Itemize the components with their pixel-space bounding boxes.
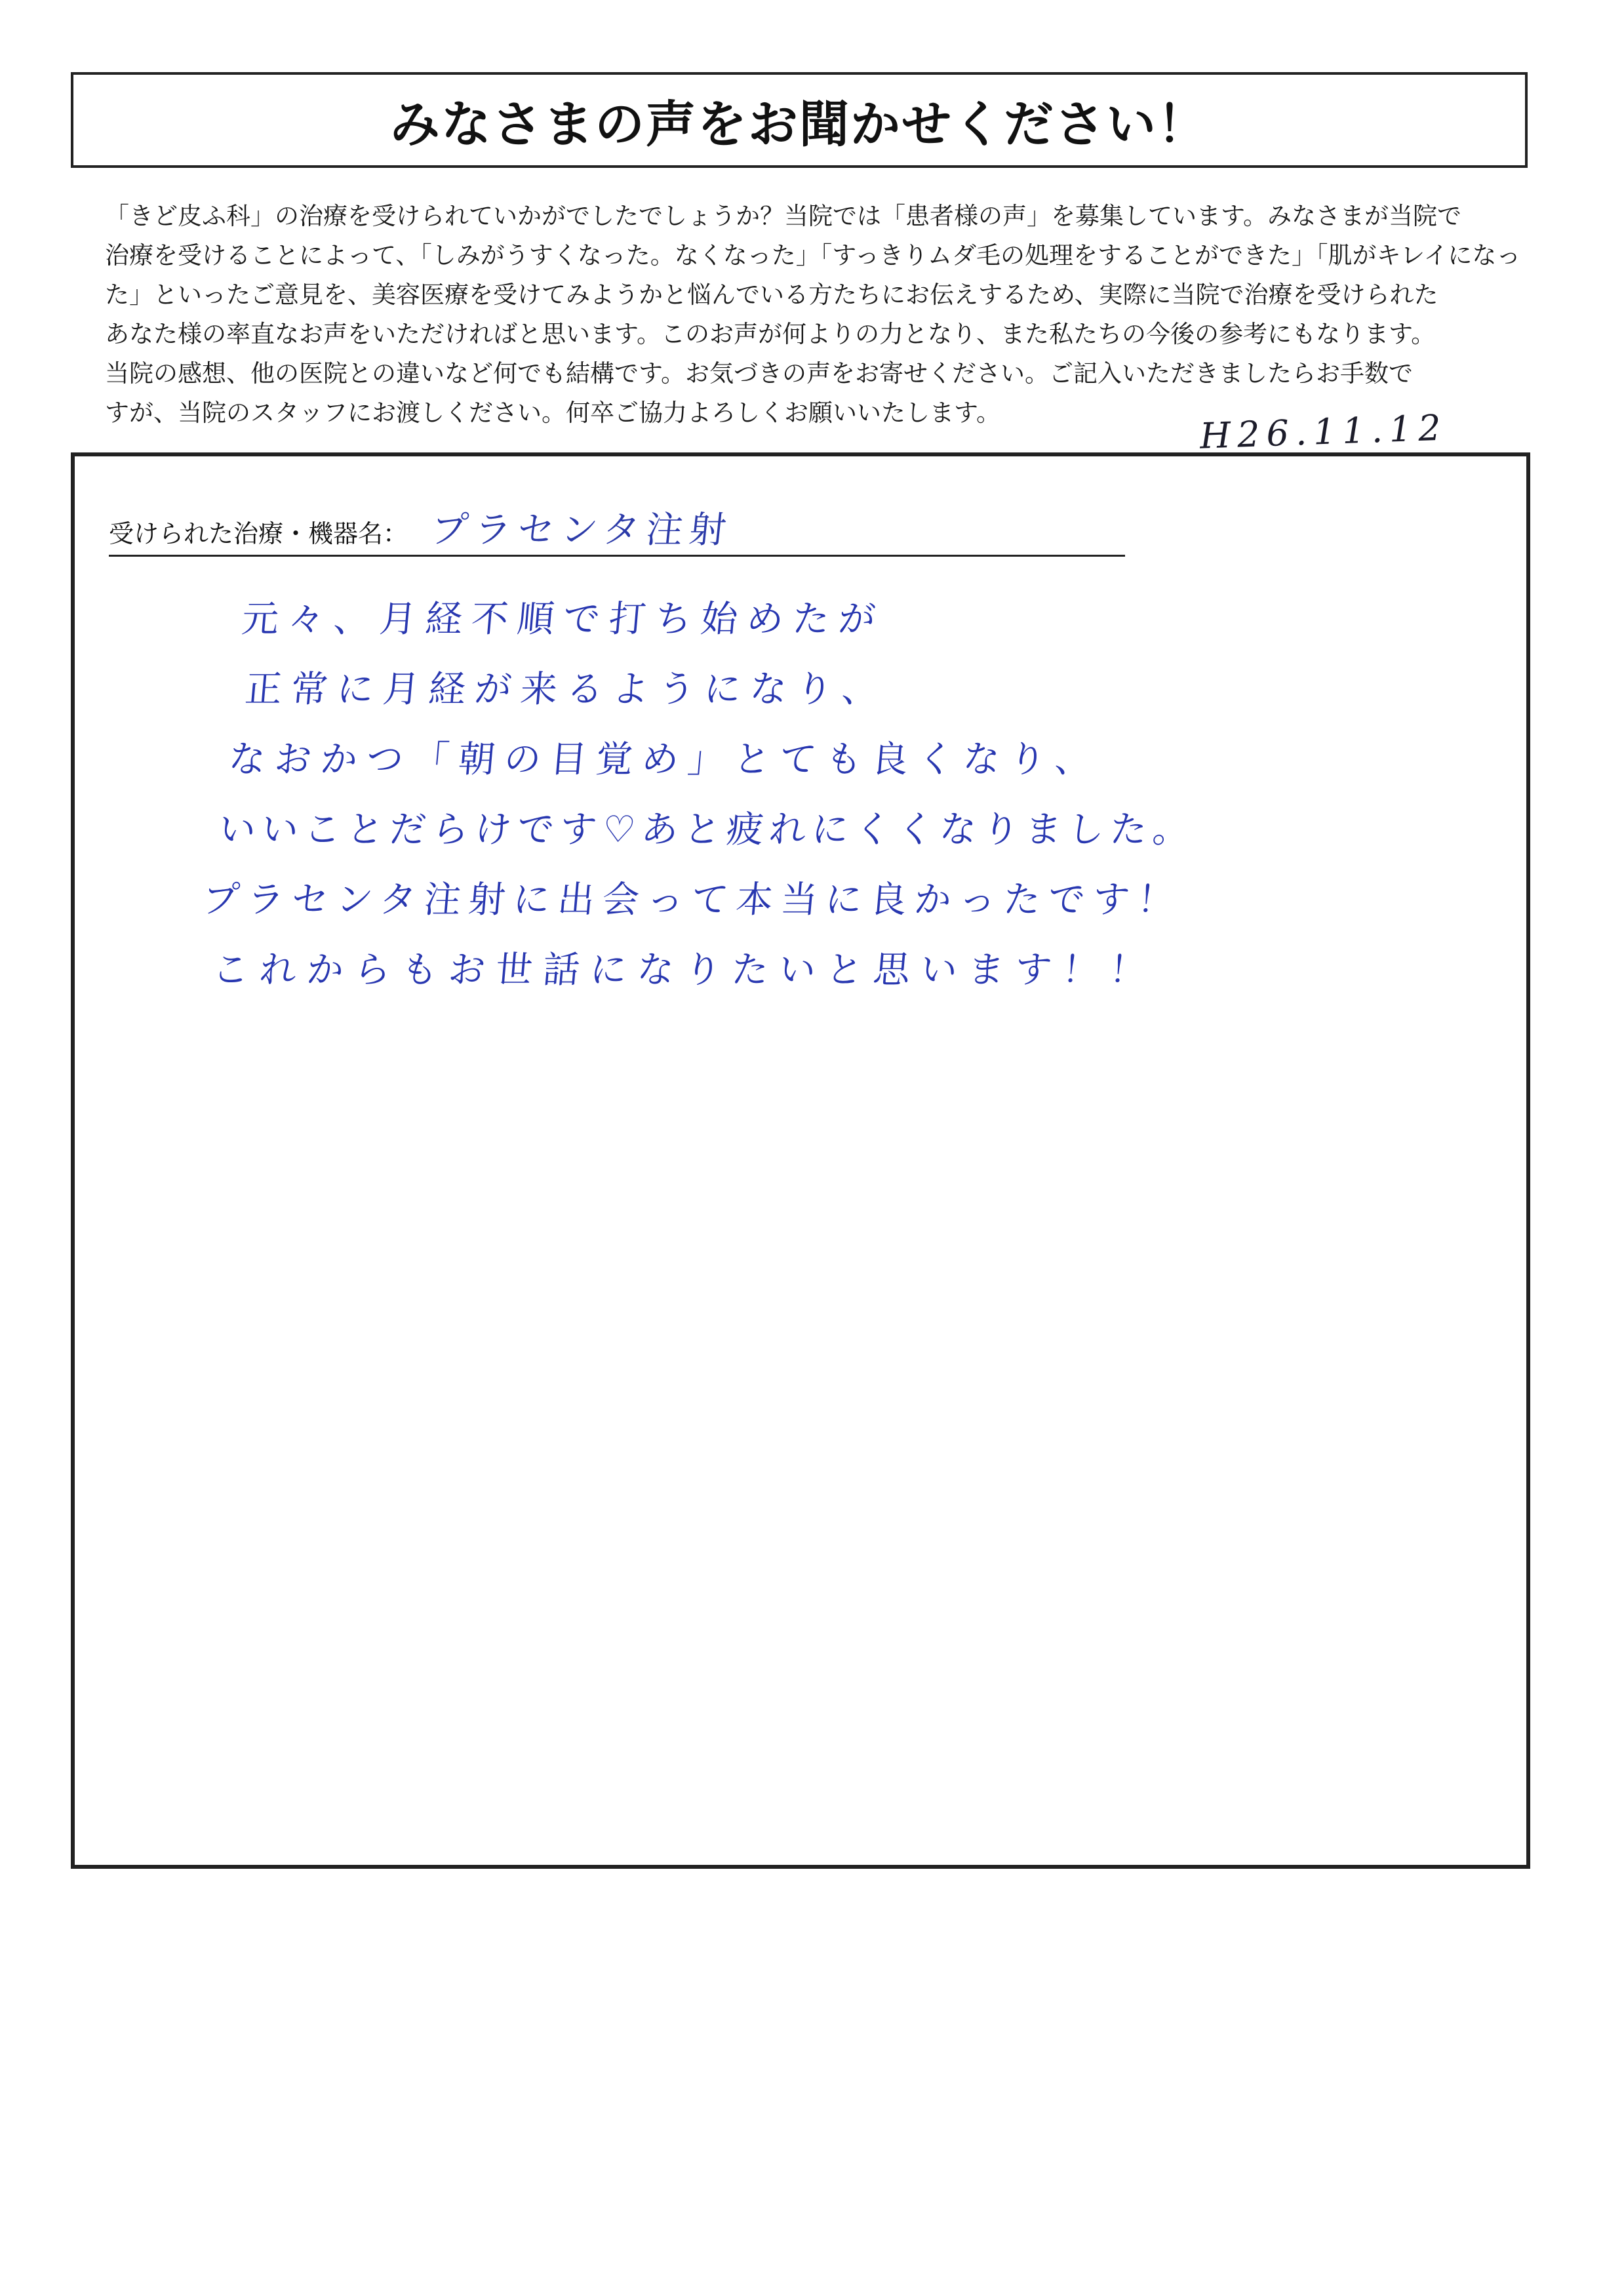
comment-line: 正常に月経が来るようになり、 xyxy=(243,668,890,711)
page-title: みなさまの声をお聞かせください！ xyxy=(390,94,1208,153)
handwritten-date: H26.11.12 xyxy=(1198,407,1448,457)
intro-line: すが、当院のスタッフにお渡しください。何卒ご協力よろしくお願いいたします。 xyxy=(105,399,1001,427)
treatment-label: 受けられた治療・機器名： xyxy=(109,519,408,548)
feedback-form-box xyxy=(71,452,1530,1869)
title-box xyxy=(71,72,1528,168)
intro-paragraph xyxy=(105,197,1534,433)
intro-line: た」といったご意見を、美容医療を受けてみようかと悩んでいる方たちにお伝えするため、実際に当院で治療を受けられた xyxy=(105,281,1438,309)
intro-line: 治療を受けることによって、「しみがうすくなった。なくなった」「すっきりムダ毛の処理をすることができた」「肌がキレイになっ xyxy=(105,241,1521,269)
intro-line: あなた様の率直なお声をいただければと思います。このお声が何よりの力となり、また私たちの今後の参考にもなります。 xyxy=(105,320,1436,348)
comment-line: 元々、月経不順で打ち始めたが xyxy=(240,598,886,641)
intro-line: 当院の感想、他の医院との違いなど何でも結構です。お気づきの声をお寄せください。ご記入いただきましたらお手数で xyxy=(105,359,1414,388)
intro-line: 「きど皮ふ科」の治療を受けられていかがでしたでしょうか？当院では「患者様の声」を募集しています。みなさまが当院で xyxy=(105,202,1462,230)
handwritten-comment xyxy=(153,584,1465,1005)
comment-line: いいことだらけです♡あと疲れにくくなりました。 xyxy=(217,808,1198,851)
comment-line: なおかつ「朝の目覚め」とても良くなり、 xyxy=(227,738,1103,781)
comment-line: これからもお世話になりたいと思います！！ xyxy=(210,949,1159,991)
comment-line: プラセンタ注射に出会って本当に良かったです！ xyxy=(201,879,1184,921)
treatment-value: プラセンタ注射 xyxy=(429,509,735,551)
treatment-field xyxy=(109,509,1125,557)
